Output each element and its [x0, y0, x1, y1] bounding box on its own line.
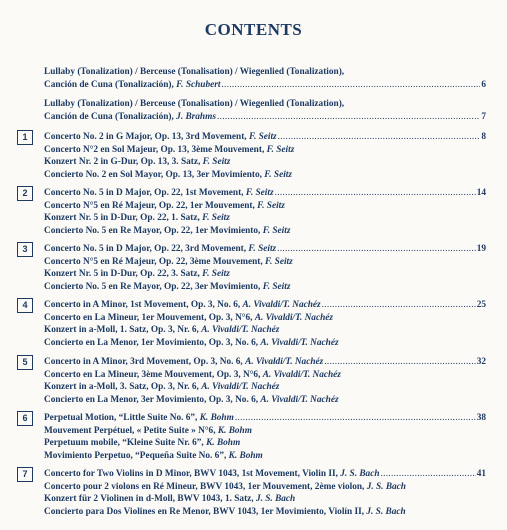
entry-composer: F. Seitz [257, 200, 285, 211]
entry-line [44, 369, 486, 382]
entry-line [44, 268, 486, 281]
entry-number-badge: 3 [17, 242, 33, 257]
entry-line [44, 212, 486, 225]
dot-leader [381, 468, 476, 481]
entry-line [44, 412, 486, 425]
entry-line [44, 144, 486, 157]
entry-composer: A. Vivaldi/T. Nachéz [201, 325, 280, 335]
entry-line [44, 506, 486, 519]
contents-entry[interactable] [44, 468, 486, 518]
dot-leader [324, 356, 475, 369]
entry-line [44, 299, 486, 312]
dot-leader [217, 111, 480, 124]
entry-line [44, 169, 486, 182]
page-number: 38 [476, 413, 486, 423]
entry-composer: F. Seitz [248, 132, 277, 142]
entry-composer: K. Bohm [206, 438, 241, 448]
entry-composer: F. Seitz [265, 256, 293, 267]
page-number: 6 [481, 79, 486, 90]
contents-entry[interactable] [44, 66, 486, 91]
entry-number-badge: 7 [17, 467, 33, 482]
entry-title: Lullaby (Tonalization) / Berceuse (Tonalisation) / Wiegenlied (Tonalization), [44, 67, 345, 77]
entry-line [44, 481, 486, 494]
page-number: 14 [476, 188, 486, 198]
entry-line [44, 156, 486, 169]
entry-number-badge: 4 [17, 298, 33, 313]
entry-composer: A. Vivaldi/T. Nachéz [242, 300, 321, 310]
entry-title: Concerto No. 2 in G Major, Op. 13, 3rd Movement, F. Seitz [44, 132, 277, 142]
entry-composer: A. Vivaldi/T. Nachéz [254, 312, 333, 323]
dot-leader [322, 299, 476, 312]
contents-entry[interactable] [44, 356, 486, 406]
entry-composer: A. Vivaldi/T. Nachéz [262, 369, 341, 380]
page-title: CONTENTS [204, 20, 303, 39]
page-number: 7 [481, 111, 486, 122]
entry-title: Konzert für 2 Violinen in d-Moll, BWV 1043, 1. Satz, J. S. Bach [44, 494, 296, 504]
entry-line [44, 131, 486, 144]
entry-line [44, 381, 486, 394]
contents-entry[interactable] [44, 131, 486, 181]
entry-composer: K. Bohm [199, 413, 234, 423]
entry-title: Perpetual Motion, “Little Suite No. 6”, K. Bohm [44, 413, 234, 423]
entry-title: Perpetuum mobile, “Kleine Suite Nr. 6”, K. Bohm [44, 438, 241, 448]
dot-leader [278, 131, 481, 144]
entry-title: Concierto en La Menor, 1er Movimiento, Op. 3, No. 6, A. Vivaldi/T. Nachéz [44, 337, 339, 348]
entry-line [44, 493, 486, 506]
entry-line [44, 256, 486, 269]
entry-number-badge: 5 [17, 355, 33, 370]
page-number: 41 [476, 469, 486, 479]
entry-line [44, 425, 486, 438]
entry-title: Concerto N°5 en Ré Majeur, Op. 22, 3ème Mouvement, F. Seitz [44, 256, 293, 267]
entry-title: Mouvement Perpétuel, « Petite Suite » N°6, K. Bohm [44, 425, 252, 436]
entry-line [44, 225, 486, 238]
entry-line [44, 324, 486, 337]
entry-composer: F. Seitz [262, 225, 291, 236]
entry-title: Concerto N°5 en Ré Majeur, Op. 22, 1er Mouvement, F. Seitz [44, 200, 285, 211]
entry-title: Concerto en La Mineur, 1er Mouvement, Op. 3, N°6, A. Vivaldi/T. Nachéz [44, 312, 333, 323]
entry-title: Concierto No. 2 en Sol Mayor, Op. 13, 3er Movimiento, F. Seitz [44, 169, 292, 180]
entry-title: Concerto in A Minor, 3rd Movement, Op. 3, No. 6, A. Vivaldi/T. Nachéz [44, 357, 324, 367]
entry-line [44, 437, 486, 450]
entry-composer: K. Bohm [217, 425, 252, 436]
entry-composer: A. Vivaldi/T. Nachéz [260, 394, 339, 405]
contents-entry[interactable] [44, 187, 486, 237]
dot-leader [275, 187, 476, 200]
entry-title: Canción de Cuna (Tonalización), J. Brahms [44, 111, 216, 122]
entry-title: Lullaby (Tonalization) / Berceuse (Tonalisation) / Wiegenlied (Tonalization), [44, 99, 345, 109]
entry-number-badge: 6 [17, 411, 33, 426]
page-number: 19 [476, 244, 486, 254]
entry-line [44, 111, 486, 124]
entry-title: Concerto en La Mineur, 3ème Mouvement, Op. 3, N°6, A. Vivaldi/T. Nachéz [44, 369, 341, 380]
entry-title: Concierto en La Menor, 3er Movimiento, Op. 3, No. 6, A. Vivaldi/T. Nachéz [44, 394, 339, 405]
entry-composer: F. Seitz [262, 281, 291, 292]
entry-line [44, 79, 486, 92]
entry-line [44, 187, 486, 200]
entry-title: Canción de Cuna (Tonalización), F. Schubert [44, 79, 221, 90]
entry-composer: F. Seitz [202, 213, 230, 223]
dot-leader [235, 412, 476, 425]
page-number: 25 [476, 300, 486, 310]
entry-composer: F. Seitz [248, 244, 277, 254]
entry-line [44, 200, 486, 213]
entry-composer: A. Vivaldi/T. Nachéz [201, 382, 280, 392]
entry-composer: J. Brahms [176, 111, 216, 122]
contents-entry[interactable] [44, 243, 486, 293]
entry-composer: A. Vivaldi/T. Nachéz [245, 357, 324, 367]
entry-title: Concerto in A Minor, 1st Movement, Op. 3, No. 6, A. Vivaldi/T. Nachéz [44, 300, 321, 310]
entry-title: Konzert Nr. 2 in G-Dur, Op. 13, 3. Satz, F. Seitz [44, 157, 231, 167]
entry-title: Concerto N°2 en Sol Majeur, Op. 13, 3ème Mouvement, F. Seitz [44, 144, 295, 155]
entry-composer: F. Seitz [264, 169, 292, 180]
entry-line [44, 243, 486, 256]
entry-composer: K. Bohm [228, 450, 263, 461]
entry-line [44, 468, 486, 481]
entry-number-badge: 2 [17, 186, 33, 201]
entry-title: Konzert in a-Moll, 3. Satz, Op. 3, Nr. 6, A. Vivaldi/T. Nachéz [44, 382, 280, 392]
entry-title: Concerto No. 5 in D Major, Op. 22, 1st Movement, F. Seitz [44, 188, 274, 198]
entry-line [44, 66, 486, 79]
entry-title: Concerto for Two Violins in D Minor, BWV 1043, 1st Movement, Violin II, J. S. Bach [44, 469, 380, 479]
entry-line [44, 394, 486, 407]
entry-line [44, 312, 486, 325]
page-number: 8 [481, 132, 486, 142]
entry-composer: F. Seitz [266, 144, 295, 155]
entry-composer: F. Schubert [176, 79, 221, 90]
entry-composer: A. Vivaldi/T. Nachéz [260, 337, 339, 348]
entry-composer: F. Seitz [202, 269, 230, 279]
contents-entry[interactable] [44, 299, 486, 349]
entry-composer: J. S. Bach [366, 506, 406, 517]
entry-composer: J. S. Bach [255, 494, 296, 504]
entry-line [44, 337, 486, 350]
dot-leader [221, 79, 480, 92]
entry-title: Concierto No. 5 en Re Mayor, Op. 22, 3er Movimiento, F. Seitz [44, 281, 291, 292]
entry-title: Concierto para Dos Violines en Re Menor, BWV 1043, 1er Movimiento, Violín II, J. S. Bach [44, 506, 406, 517]
entry-title: Concerto No. 5 in D Major, Op. 22, 3rd Movement, F. Seitz [44, 244, 277, 254]
entry-title: Konzert Nr. 5 in D-Dur, Op. 22, 1. Satz, F. Seitz [44, 213, 230, 223]
entry-line [44, 281, 486, 294]
dot-leader [277, 243, 476, 256]
entry-title: Concerto pour 2 violons en Ré Mineur, BWV 1043, 1er Mouvement, 2ème violon, J. S. Bach [44, 481, 406, 492]
entry-title: Konzert in a-Moll, 1. Satz, Op. 3, Nr. 6, A. Vivaldi/T. Nachéz [44, 325, 280, 335]
entry-composer: J. S. Bach [340, 469, 380, 479]
entry-line [44, 450, 486, 463]
entry-line [44, 356, 486, 369]
entry-number-badge: 1 [17, 130, 33, 145]
entry-composer: F. Seitz [245, 188, 274, 198]
page-number: 32 [476, 357, 486, 367]
entry-title: Konzert Nr. 5 in D-Dur, Op. 22, 3. Satz, F. Seitz [44, 269, 230, 279]
entry-title: Movimiento Perpetuo, “Pequeña Suite No. 6”, K. Bohm [44, 450, 263, 461]
entry-line [44, 98, 486, 111]
contents-entry[interactable] [44, 412, 486, 462]
entry-composer: F. Seitz [202, 157, 231, 167]
entry-title: Concierto No. 5 en Re Mayor, Op. 22, 1er Movimiento, F. Seitz [44, 225, 291, 236]
entry-composer: J. S. Bach [366, 481, 406, 492]
contents-entry[interactable] [44, 98, 486, 123]
